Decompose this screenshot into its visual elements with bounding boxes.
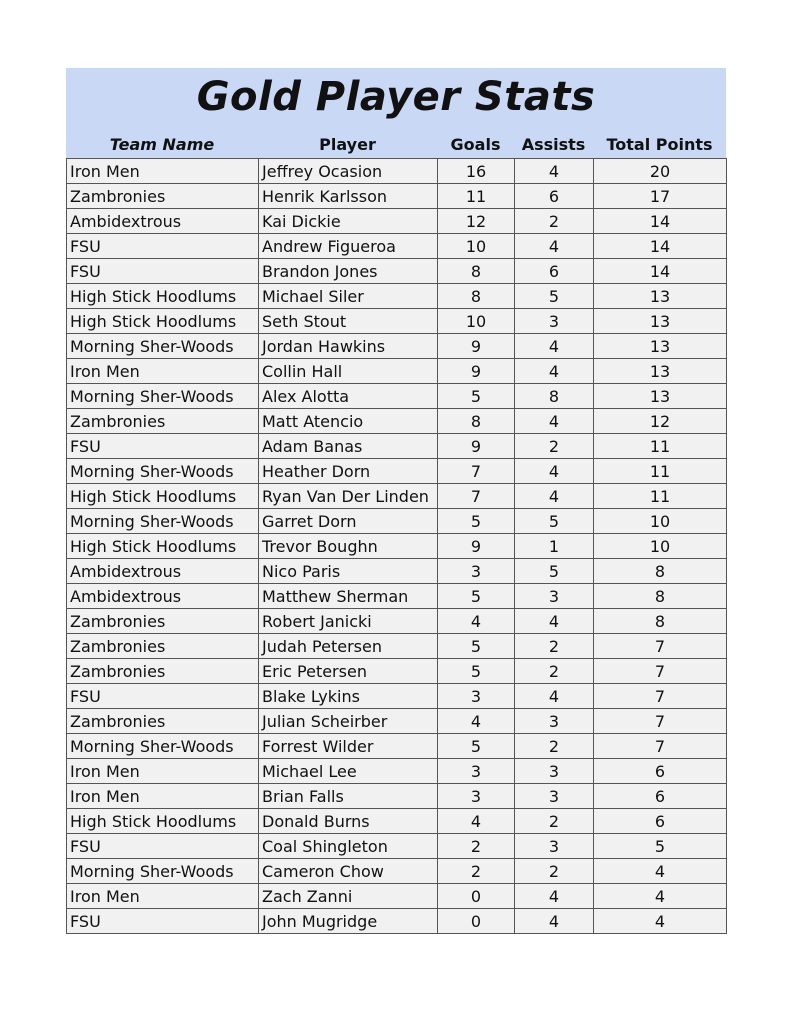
goals-cell: 10: [438, 234, 515, 259]
goals-cell: 5: [438, 384, 515, 409]
assists-cell: 3: [515, 784, 594, 809]
goals-cell: 16: [438, 159, 515, 184]
total-points-cell: 14: [594, 234, 727, 259]
assists-cell: 4: [515, 484, 594, 509]
table-row: [67, 209, 727, 234]
player-cell: Forrest Wilder: [259, 734, 438, 759]
total-points-cell: 6: [594, 759, 727, 784]
assists-cell: 3: [515, 584, 594, 609]
table-row: [67, 809, 727, 834]
table-row: [67, 309, 727, 334]
table-row: [67, 284, 727, 309]
assists-cell: 5: [515, 284, 594, 309]
player-cell: Trevor Boughn: [259, 534, 438, 559]
assists-cell: 2: [515, 809, 594, 834]
player-cell: Seth Stout: [259, 309, 438, 334]
goals-cell: 0: [438, 884, 515, 909]
player-cell: Julian Scheirber: [259, 709, 438, 734]
table-row: [67, 234, 727, 259]
team-cell: Iron Men: [67, 884, 259, 909]
assists-cell: 2: [515, 859, 594, 884]
total-points-cell: 13: [594, 359, 727, 384]
table-row: [67, 709, 727, 734]
assists-cell: 4: [515, 459, 594, 484]
player-cell: Jordan Hawkins: [259, 334, 438, 359]
table-row: [67, 434, 727, 459]
table-row: [67, 609, 727, 634]
team-cell: Morning Sher-Woods: [67, 334, 259, 359]
goals-cell: 5: [438, 634, 515, 659]
team-cell: High Stick Hoodlums: [67, 484, 259, 509]
assists-cell: 3: [515, 834, 594, 859]
team-cell: FSU: [67, 434, 259, 459]
player-cell: Matthew Sherman: [259, 584, 438, 609]
total-points-cell: 17: [594, 184, 727, 209]
team-cell: Iron Men: [67, 159, 259, 184]
player-cell: Andrew Figueroa: [259, 234, 438, 259]
goals-cell: 8: [438, 409, 515, 434]
table-row: [67, 484, 727, 509]
goals-cell: 9: [438, 534, 515, 559]
goals-cell: 8: [438, 284, 515, 309]
total-points-cell: 14: [594, 259, 727, 284]
goals-cell: 3: [438, 784, 515, 809]
column-header-player: Player: [319, 135, 376, 154]
column-header-goals: Goals: [450, 135, 501, 154]
team-cell: Morning Sher-Woods: [67, 859, 259, 884]
table-row: [67, 159, 727, 184]
team-cell: Morning Sher-Woods: [67, 459, 259, 484]
team-cell: Morning Sher-Woods: [67, 384, 259, 409]
total-points-cell: 5: [594, 834, 727, 859]
total-points-cell: 11: [594, 434, 727, 459]
goals-cell: 8: [438, 259, 515, 284]
total-points-cell: 13: [594, 284, 727, 309]
assists-cell: 1: [515, 534, 594, 559]
total-points-cell: 10: [594, 509, 727, 534]
table-row: [67, 459, 727, 484]
table-row: [67, 734, 727, 759]
stats-sheet: [66, 68, 726, 934]
table-row: [67, 634, 727, 659]
team-cell: Zambronies: [67, 409, 259, 434]
column-header-team: Team Name: [109, 135, 215, 154]
total-points-cell: 6: [594, 809, 727, 834]
team-cell: Ambidextrous: [67, 584, 259, 609]
player-cell: Blake Lykins: [259, 684, 438, 709]
player-cell: Collin Hall: [259, 359, 438, 384]
total-points-cell: 8: [594, 609, 727, 634]
column-header-total-points: Total Points: [606, 135, 713, 154]
table-row: [67, 509, 727, 534]
goals-cell: 5: [438, 509, 515, 534]
table-row: [67, 659, 727, 684]
goals-cell: 4: [438, 809, 515, 834]
assists-cell: 4: [515, 409, 594, 434]
assists-cell: 4: [515, 884, 594, 909]
team-cell: FSU: [67, 234, 259, 259]
total-points-cell: 7: [594, 659, 727, 684]
total-points-cell: 11: [594, 459, 727, 484]
table-row: [67, 684, 727, 709]
team-cell: Zambronies: [67, 709, 259, 734]
assists-cell: 3: [515, 759, 594, 784]
team-cell: Morning Sher-Woods: [67, 734, 259, 759]
player-cell: Brandon Jones: [259, 259, 438, 284]
player-cell: Matt Atencio: [259, 409, 438, 434]
goals-cell: 2: [438, 834, 515, 859]
goals-cell: 3: [438, 559, 515, 584]
stats-table: [66, 158, 727, 934]
team-cell: Zambronies: [67, 609, 259, 634]
goals-cell: 3: [438, 759, 515, 784]
table-row: [67, 559, 727, 584]
total-points-cell: 14: [594, 209, 727, 234]
total-points-cell: 4: [594, 884, 727, 909]
team-cell: Iron Men: [67, 759, 259, 784]
team-cell: Ambidextrous: [67, 209, 259, 234]
player-cell: Coal Shingleton: [259, 834, 438, 859]
player-cell: Cameron Chow: [259, 859, 438, 884]
goals-cell: 4: [438, 709, 515, 734]
goals-cell: 12: [438, 209, 515, 234]
team-cell: FSU: [67, 909, 259, 934]
table-row: [67, 834, 727, 859]
table-row: [67, 859, 727, 884]
assists-cell: 2: [515, 734, 594, 759]
player-cell: Jeffrey Ocasion: [259, 159, 438, 184]
assists-cell: 4: [515, 909, 594, 934]
total-points-cell: 4: [594, 909, 727, 934]
total-points-cell: 6: [594, 784, 727, 809]
total-points-cell: 11: [594, 484, 727, 509]
team-cell: Iron Men: [67, 784, 259, 809]
team-cell: FSU: [67, 684, 259, 709]
player-cell: Brian Falls: [259, 784, 438, 809]
team-cell: Zambronies: [67, 634, 259, 659]
total-points-cell: 8: [594, 559, 727, 584]
team-cell: FSU: [67, 834, 259, 859]
player-cell: Alex Alotta: [259, 384, 438, 409]
player-cell: Nico Paris: [259, 559, 438, 584]
team-cell: High Stick Hoodlums: [67, 309, 259, 334]
player-cell: Heather Dorn: [259, 459, 438, 484]
column-header-assists: Assists: [521, 135, 586, 154]
stats-table-body: [67, 159, 727, 934]
goals-cell: 9: [438, 359, 515, 384]
assists-cell: 4: [515, 234, 594, 259]
player-cell: Adam Banas: [259, 434, 438, 459]
table-row: [67, 359, 727, 384]
player-cell: Henrik Karlsson: [259, 184, 438, 209]
assists-cell: 2: [515, 434, 594, 459]
assists-cell: 2: [515, 634, 594, 659]
table-row: [67, 259, 727, 284]
table-row: [67, 534, 727, 559]
player-cell: Michael Siler: [259, 284, 438, 309]
team-cell: Zambronies: [67, 184, 259, 209]
total-points-cell: 10: [594, 534, 727, 559]
goals-cell: 2: [438, 859, 515, 884]
goals-cell: 5: [438, 659, 515, 684]
player-cell: Kai Dickie: [259, 209, 438, 234]
total-points-cell: 12: [594, 409, 727, 434]
team-cell: High Stick Hoodlums: [67, 534, 259, 559]
player-cell: Zach Zanni: [259, 884, 438, 909]
player-cell: Garret Dorn: [259, 509, 438, 534]
table-row: [67, 909, 727, 934]
total-points-cell: 13: [594, 309, 727, 334]
team-cell: High Stick Hoodlums: [67, 809, 259, 834]
team-cell: FSU: [67, 259, 259, 284]
goals-cell: 5: [438, 734, 515, 759]
assists-cell: 5: [515, 509, 594, 534]
total-points-cell: 13: [594, 384, 727, 409]
table-row: [67, 334, 727, 359]
assists-cell: 6: [515, 184, 594, 209]
team-cell: Zambronies: [67, 659, 259, 684]
assists-cell: 6: [515, 259, 594, 284]
assists-cell: 3: [515, 709, 594, 734]
player-cell: Eric Petersen: [259, 659, 438, 684]
total-points-cell: 8: [594, 584, 727, 609]
assists-cell: 4: [515, 334, 594, 359]
player-cell: Donald Burns: [259, 809, 438, 834]
table-row: [67, 409, 727, 434]
team-cell: Iron Men: [67, 359, 259, 384]
goals-cell: 4: [438, 609, 515, 634]
total-points-cell: 7: [594, 734, 727, 759]
goals-cell: 7: [438, 459, 515, 484]
assists-cell: 2: [515, 659, 594, 684]
goals-cell: 11: [438, 184, 515, 209]
goals-cell: 3: [438, 684, 515, 709]
assists-cell: 4: [515, 684, 594, 709]
table-row: [67, 184, 727, 209]
total-points-cell: 20: [594, 159, 727, 184]
table-row: [67, 384, 727, 409]
goals-cell: 9: [438, 434, 515, 459]
assists-cell: 5: [515, 559, 594, 584]
assists-cell: 3: [515, 309, 594, 334]
player-cell: Michael Lee: [259, 759, 438, 784]
page-title: Gold Player Stats: [196, 74, 596, 120]
assists-cell: 4: [515, 609, 594, 634]
total-points-cell: 7: [594, 709, 727, 734]
table-row: [67, 584, 727, 609]
total-points-cell: 4: [594, 859, 727, 884]
player-cell: Judah Petersen: [259, 634, 438, 659]
team-cell: Ambidextrous: [67, 559, 259, 584]
total-points-cell: 13: [594, 334, 727, 359]
assists-cell: 8: [515, 384, 594, 409]
assists-cell: 2: [515, 209, 594, 234]
header-block: [66, 68, 726, 158]
player-cell: Ryan Van Der Linden: [259, 484, 438, 509]
table-row: [67, 759, 727, 784]
team-cell: High Stick Hoodlums: [67, 284, 259, 309]
goals-cell: 10: [438, 309, 515, 334]
goals-cell: 7: [438, 484, 515, 509]
player-cell: John Mugridge: [259, 909, 438, 934]
team-cell: Morning Sher-Woods: [67, 509, 259, 534]
total-points-cell: 7: [594, 634, 727, 659]
assists-cell: 4: [515, 359, 594, 384]
goals-cell: 0: [438, 909, 515, 934]
table-row: [67, 784, 727, 809]
table-row: [67, 884, 727, 909]
player-cell: Robert Janicki: [259, 609, 438, 634]
assists-cell: 4: [515, 159, 594, 184]
goals-cell: 5: [438, 584, 515, 609]
goals-cell: 9: [438, 334, 515, 359]
total-points-cell: 7: [594, 684, 727, 709]
